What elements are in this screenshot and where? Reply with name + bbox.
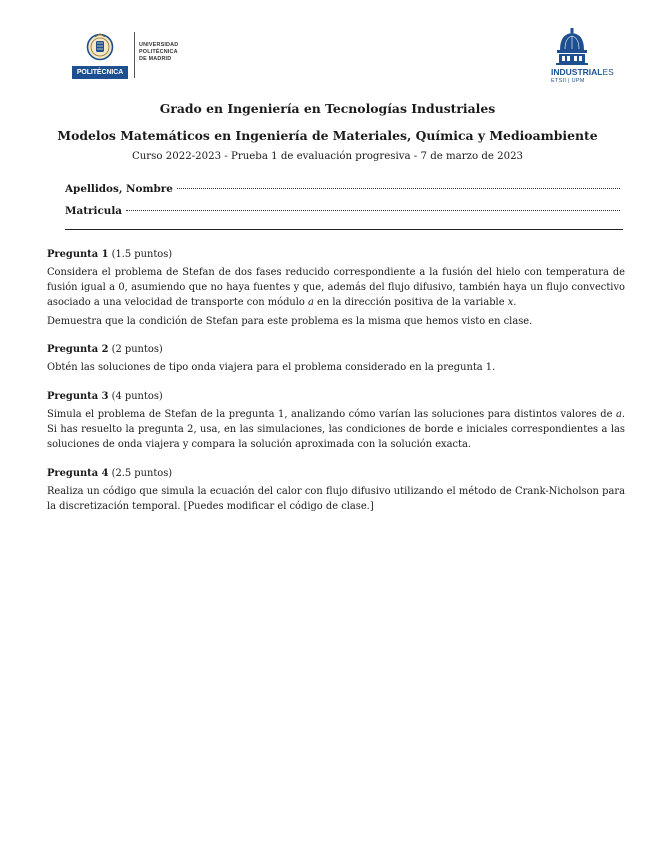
question-points: (2 puntos) (111, 344, 163, 355)
upm-crest-icon (86, 32, 114, 64)
upm-name (139, 42, 209, 63)
math-variable: a (308, 297, 314, 308)
matricula-label: Matricula (65, 205, 123, 217)
upm-name-line: UNIVERSIDAD (139, 42, 179, 48)
question-text (47, 407, 625, 452)
industriales-name-light: ES (602, 67, 614, 77)
question-title: Pregunta 3 (47, 391, 109, 402)
question-title: Pregunta 1 (47, 249, 109, 260)
question-text: Demuestra que la condición de Stefan para este problema es la misma que hemos visto en clase. (47, 316, 533, 327)
question-title: Pregunta 2 (47, 344, 109, 355)
name-label: Apellidos, Nombre (65, 183, 173, 195)
text-run: en la dirección positiva de la variable (317, 297, 505, 308)
math-variable: a (615, 409, 622, 420)
industriales-name (551, 67, 614, 77)
name-field[interactable] (65, 183, 620, 197)
math-variable: x (507, 297, 514, 308)
question-heading (47, 342, 625, 357)
question-text (47, 265, 625, 310)
question-2 (47, 342, 625, 375)
upm-name-line: POLITÉCNICA (139, 49, 178, 55)
question-4 (47, 466, 625, 514)
text-run: Considera el problema de Stefan de dos fases reducido correspondiente a la fusión del hielo con temperatura de fusión igual a 0, asumiendo que no haya fuentes y que, además del flujo difusivo, también haya un flujo convectivo asociado a una velocidad de transporte con módulo (47, 267, 625, 308)
matricula-dotted-line[interactable] (126, 210, 620, 211)
question-heading (47, 466, 625, 481)
question-heading (47, 389, 625, 404)
matricula-field[interactable] (65, 205, 620, 219)
header-rule (65, 229, 623, 230)
question-1 (47, 247, 625, 329)
question-points: (1.5 puntos) (111, 249, 173, 260)
industriales-subtitle: ETSII | UPM (551, 78, 585, 84)
course-title: Modelos Matemáticos en Ingeniería de Materiales, Química y Medioambiente (57, 128, 598, 143)
question-title: Pregunta 4 (47, 468, 109, 479)
industriales-name-bold: INDUSTRIAL (551, 67, 603, 77)
question-points: (2.5 puntos) (111, 468, 173, 479)
upm-logo (72, 30, 192, 80)
question-text: Obtén las soluciones de tipo onda viajera para el problema considerado en la pregunta 1. (47, 362, 496, 373)
industriales-logo (548, 26, 628, 88)
question-points: (4 puntos) (111, 391, 163, 402)
text-run: . (513, 297, 517, 308)
text-run: Simula el problema de Stefan de la pregunta 1, analizando cómo varían las soluciones para distintos valores de (47, 409, 613, 420)
logo-divider (134, 32, 135, 78)
question-text: Realiza un código que simula la ecuación del calor con flujo difusivo utilizando el método de Crank-Nicholson para la discretización temporal. [Puedes modificar el código de clase.] (47, 486, 625, 512)
degree-title: Grado en Ingeniería en Tecnologías Industriales (159, 101, 496, 116)
question-3 (47, 389, 625, 452)
name-dotted-line[interactable] (177, 188, 620, 189)
exam-info: Curso 2022-2023 - Prueba 1 de evaluación progresiva - 7 de marzo de 2023 (131, 151, 524, 162)
question-heading (47, 247, 625, 262)
upm-badge: POLITÉCNICA (72, 66, 128, 79)
text-run: . Si has resuelto la pregunta 2, usa, en las simulaciones, las condiciones de borde e iniciales correspondientes a las soluciones de onda viajera y compara la solución aproximada con la solución exacta. (47, 409, 626, 450)
dome-icon (554, 28, 590, 66)
upm-name-line: DE MADRID (139, 56, 172, 62)
